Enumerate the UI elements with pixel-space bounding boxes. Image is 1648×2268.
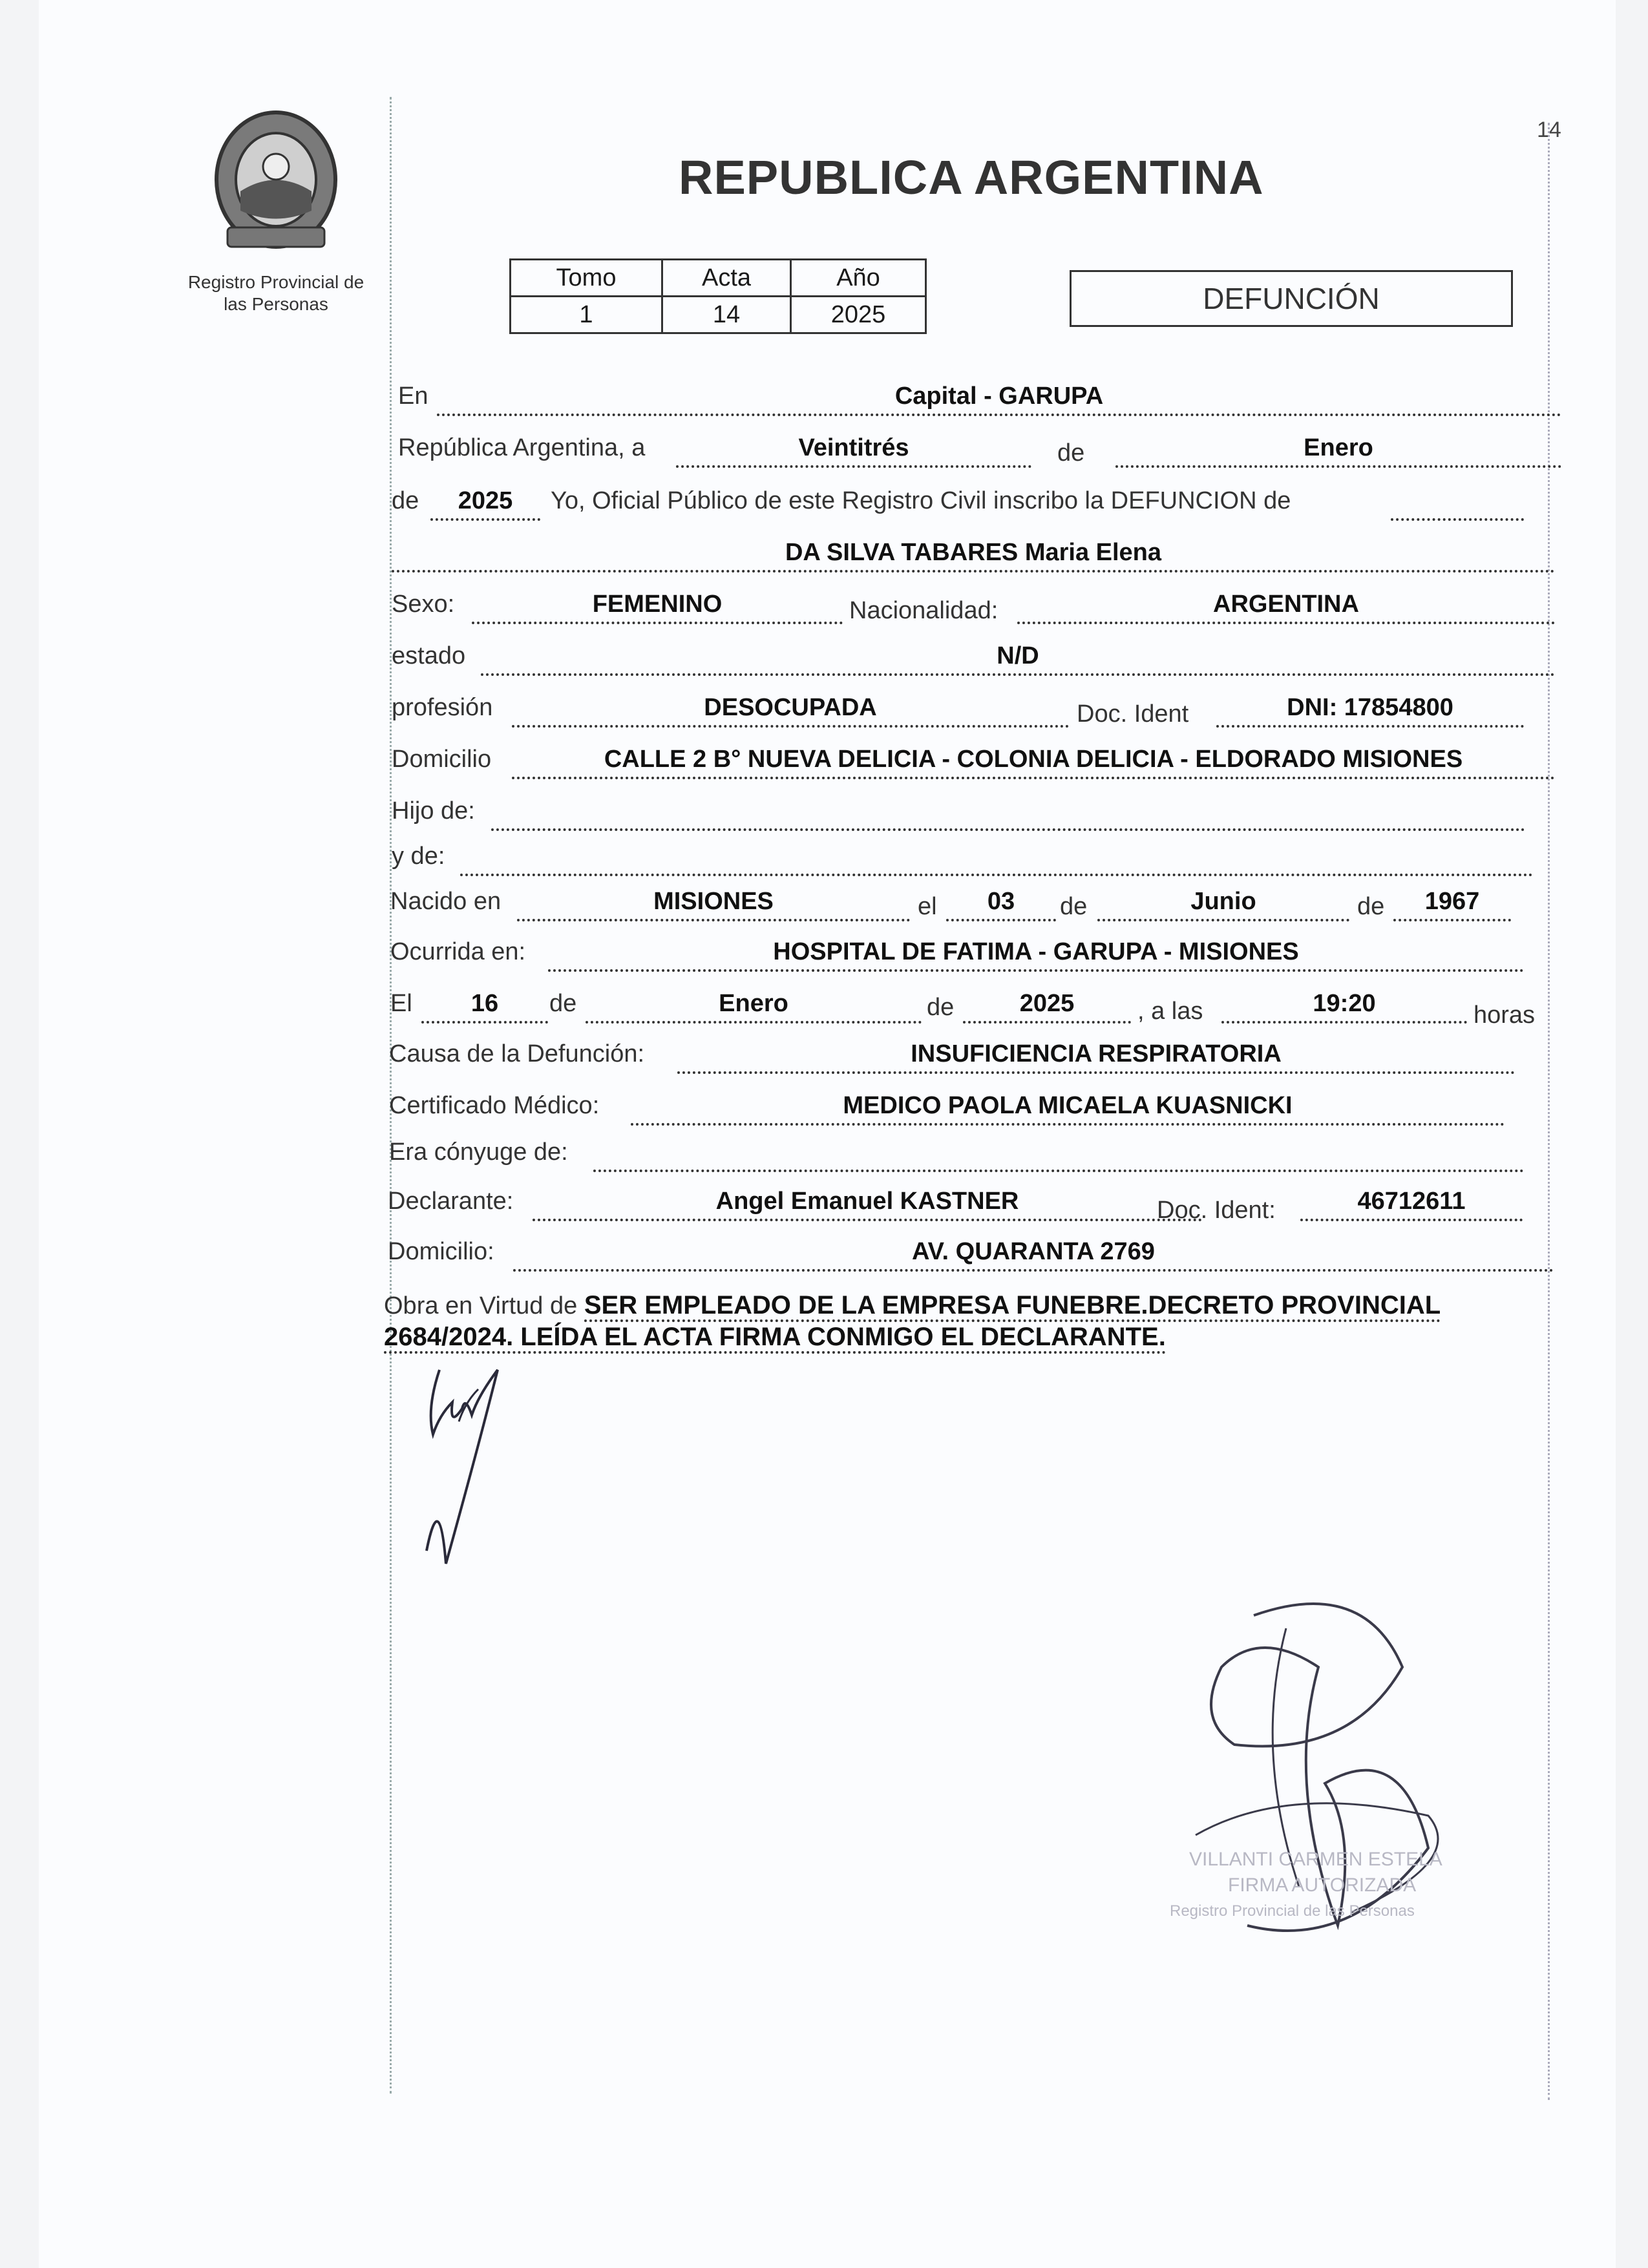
record-type-box: DEFUNCIÓN — [1070, 270, 1513, 327]
hijo-field — [491, 797, 1525, 831]
nacido-mes-field: Junio — [1097, 888, 1349, 921]
en-field: Capital - GARUPA — [437, 383, 1561, 416]
nacido-anio-field: 1967 — [1393, 888, 1511, 921]
profesion-field: DESOCUPADA — [512, 694, 1069, 728]
dia-field: Veintitrés — [676, 434, 1031, 468]
value-anio: 2025 — [791, 297, 926, 333]
nacionalidad-field: ARGENTINA — [1017, 591, 1555, 624]
record-table — [509, 258, 927, 334]
conyuge-field — [593, 1139, 1524, 1172]
def-mes-field: Enero — [586, 990, 922, 1024]
declarante-field: Angel Emanuel KASTNER — [533, 1188, 1202, 1221]
certificado-field: MEDICO PAOLA MICAELA KUASNICKI — [631, 1092, 1505, 1126]
value-acta: 14 — [662, 297, 791, 333]
nombre-field: DA SILVA TABARES Maria Elena — [392, 539, 1555, 572]
sexo-field: FEMENINO — [472, 591, 843, 624]
doc-field: DNI: 17854800 — [1216, 694, 1524, 728]
header-tomo: Tomo — [511, 260, 662, 297]
nacido-en-field: MISIONES — [517, 888, 910, 921]
official-stamp: VILLANTI CARMEN ESTELA FIRMA AUTORIZADA Registro Provincial de las Personas — [1170, 1849, 1442, 1920]
domicilio-field: CALLE 2 B° NUEVA DELICIA - COLONIA DELICIA - ELDORADO MISIONES — [512, 746, 1555, 779]
declarante-doc-field: 46712611 — [1300, 1188, 1523, 1221]
document-title: REPUBLICA ARGENTINA — [679, 151, 1264, 204]
registry-name: Registro Provincial de las Personas — [187, 272, 364, 314]
mes-field: Enero — [1115, 434, 1561, 468]
yde-field — [460, 843, 1533, 876]
estado-field: N/D — [481, 642, 1555, 676]
header-acta: Acta — [662, 260, 791, 297]
header-anio: Año — [791, 260, 926, 297]
domicilio-declarante-field: AV. QUARANTA 2769 — [513, 1238, 1554, 1272]
yo-tail-field — [1391, 487, 1524, 521]
def-dia-field: 16 — [421, 990, 548, 1024]
page-number: 14 — [1537, 118, 1561, 142]
value-tomo: 1 — [511, 297, 662, 333]
declarant-signature-icon — [401, 1357, 530, 1577]
def-anio-field: 2025 — [963, 990, 1131, 1024]
anio-field: 2025 — [430, 487, 540, 521]
en-label: En — [398, 383, 428, 410]
obra-en-virtud: Obra en Virtud de SER EMPLEADO DE LA EMPRESA FUNEBRE.DECRETO PROVINCIAL 2684/2024. LEÍDA EL ACTA FIRMA CONMIGO EL DECLARANTE. — [384, 1290, 1547, 1353]
def-hora-field: 19:20 — [1221, 990, 1467, 1024]
right-margin-line — [1548, 123, 1550, 2100]
causa-field: INSUFICIENCIA RESPIRATORIA — [677, 1040, 1515, 1074]
nacido-dia-field: 03 — [946, 888, 1056, 921]
provincial-seal-icon — [208, 107, 344, 255]
ocurrida-field: HOSPITAL DE FATIMA - GARUPA - MISIONES — [548, 938, 1524, 972]
